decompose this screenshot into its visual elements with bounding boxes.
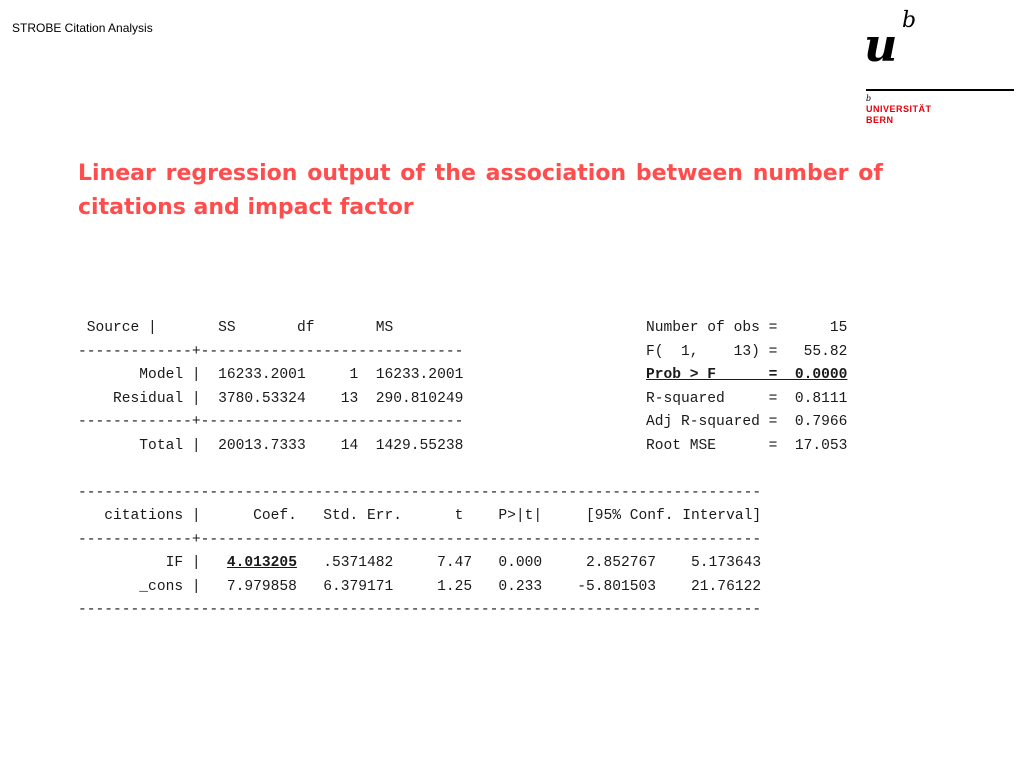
- anova-separator: -------------+------------------------------: [78, 343, 464, 360]
- coef-bottom-rule: ------------------------------------------------------------------------------: [78, 602, 762, 618]
- coef-if-rest: .5371482 7.47 0.000 2.852767 5.173643: [296, 555, 762, 571]
- stat-f: F( 1, 13) = 55.82: [646, 343, 848, 360]
- coef-if-value: 4.013205: [226, 555, 297, 571]
- anova-model: Model | 16233.2001 1 16233.2001: [78, 367, 464, 383]
- coef-top-rule-row: [78, 482, 884, 506]
- anova-separator-row: [78, 341, 884, 365]
- header-label: STROBE Citation Analysis: [12, 21, 153, 35]
- university-logo: [864, 8, 934, 72]
- blank-row: [78, 458, 884, 482]
- stat-adj-r-squared: Adj R-squared = 0.7966: [646, 414, 848, 430]
- slide-title: Linear regression output of the association between number of citations and impact factor: [78, 161, 883, 220]
- anova-model-row: [78, 364, 884, 388]
- stat-r-squared: R-squared = 0.8111: [646, 390, 848, 407]
- coef-cons-line: _cons | 7.979858 6.379171 1.25 0.233 -5.801503 21.76122: [78, 578, 762, 595]
- anova-total: Total | 20013.7333 14 1429.55238: [78, 437, 464, 454]
- coef-bottom-rule-row: [78, 599, 884, 623]
- coef-separator-row: [78, 529, 884, 553]
- coef-if-label: IF |: [78, 555, 227, 571]
- anova-residual: Residual | 3780.53324 13 290.810249: [78, 390, 464, 407]
- coef-cons-row: [78, 576, 884, 600]
- logo-b-glyph: b: [902, 8, 917, 33]
- coef-if-row: [78, 552, 884, 576]
- logo-u-glyph: u: [864, 18, 898, 72]
- coef-top-rule: ------------------------------------------------------------------------------: [78, 484, 762, 501]
- logo-bern-text: BERN: [866, 115, 894, 125]
- anova-separator2-row: [78, 411, 884, 435]
- logo-university-text: UNIVERSITÄT: [866, 104, 932, 114]
- coef-header: citations | Coef. Std. Err. t P>|t| [95% Conf. Interval]: [78, 508, 762, 524]
- logo-divider: [866, 89, 1014, 91]
- stat-nobs: Number of obs = 15: [646, 320, 848, 336]
- coef-header-row: [78, 505, 884, 529]
- regression-output: [78, 317, 884, 623]
- stat-root-mse: Root MSE = 17.053: [646, 437, 848, 454]
- anova-header: Source | SS df MS: [78, 320, 394, 336]
- anova-separator-2: -------------+------------------------------: [78, 414, 464, 430]
- coef-if-line: [78, 552, 761, 576]
- anova-header-row: [78, 317, 884, 341]
- logo-small-b: b: [866, 94, 872, 103]
- anova-total-row: [78, 435, 884, 459]
- stat-prob-f: Prob > F = 0.0000: [646, 367, 848, 383]
- anova-residual-row: [78, 388, 884, 412]
- coef-separator: -------------+----------------------------------------------------------------: [78, 531, 762, 548]
